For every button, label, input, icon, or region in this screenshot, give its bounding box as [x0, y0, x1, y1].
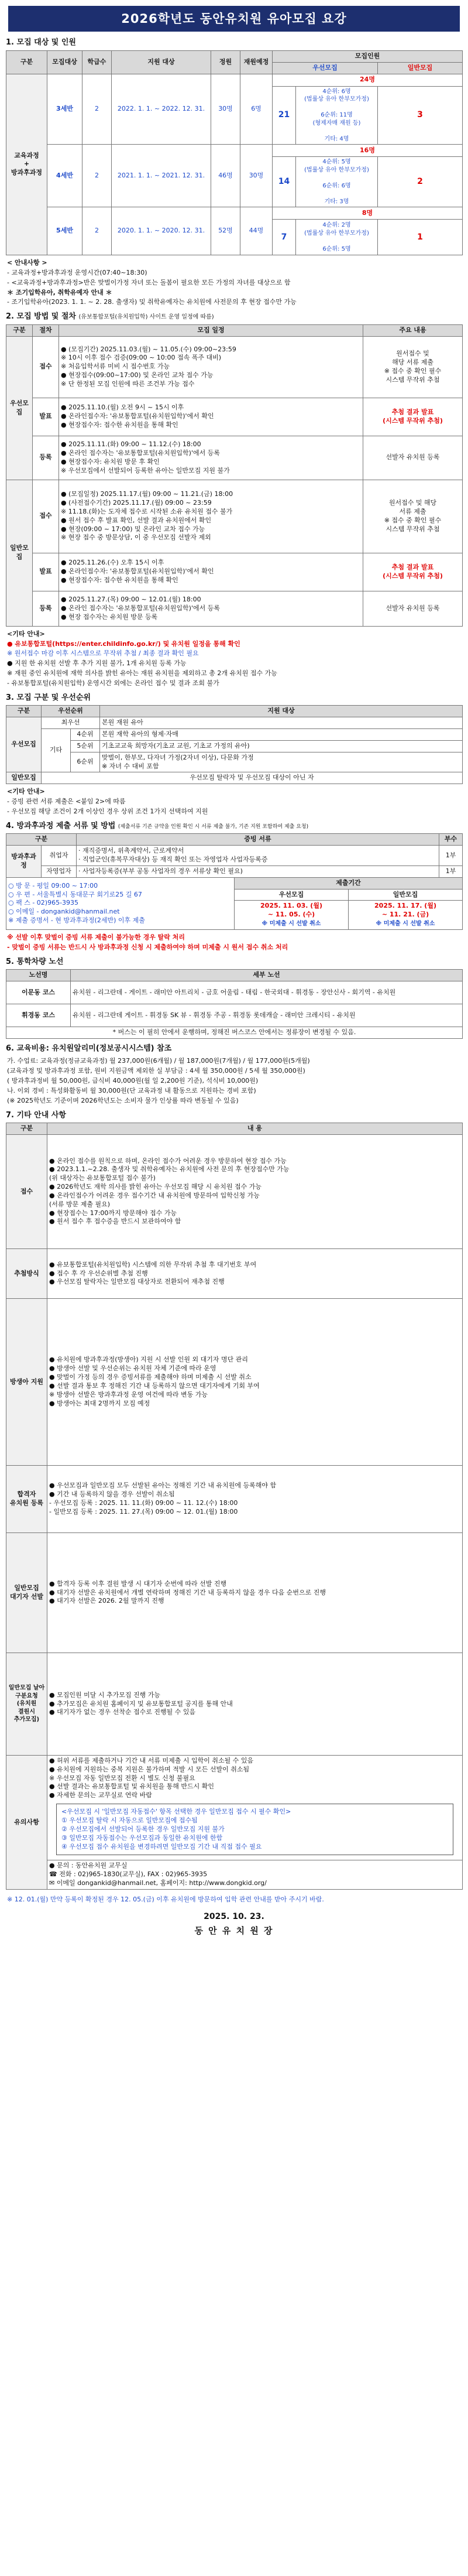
fee-line: 가. 수업료: 교육과정(정규교육과정) 월 237,000원(6개월) / 월 187,000원(7개월) / 월 177,000원(5개월): [7, 1057, 310, 1065]
note-line: ※ 원서접수 마감 이후 시스템으로 무작위 추첨 / 최종 결과 확인 필요: [7, 649, 199, 658]
cell-priority-detail: 4순위: 5명 (법률상 유아 한부모가정) 6순위: 6명 기타: 3명: [296, 157, 378, 207]
priority-label: 우선모집: [6, 336, 33, 480]
cell-classes: 2: [82, 207, 112, 255]
table-row: [6, 752, 463, 772]
th-category: 구분: [6, 834, 77, 846]
info-text: ● 합격자 등록 이후 결원 발생 시 대기자 순번에 따라 선발 진행 ● 대기자 선발은 유치원에서 개별 연락하며 정해진 기간 내 등록하지 않을 경우 다음 순번으로 진행 ● 대기자 선발은 2026. 2월 말까지 진행: [47, 1532, 463, 1653]
section-5-heading: 5. 통학차량 노선: [6, 957, 64, 966]
th-general: 일반모집: [378, 62, 463, 74]
info-label: 접수: [6, 1134, 47, 1248]
section-2-notes: [7, 630, 461, 688]
page-title: 2026학년도 동안유치원 유아모집 요강: [121, 12, 347, 26]
th-target: 지원 대상: [100, 706, 463, 717]
cell-capacity: 46명: [211, 145, 240, 207]
info-label: 일반모집 날아 구분요청 (유치원 결원시 추가모집): [6, 1653, 47, 1755]
cell-returning: 44명: [240, 207, 273, 255]
table-row: [6, 1860, 463, 1890]
step-label: 발표: [33, 553, 59, 591]
step-label: 등록: [33, 436, 59, 480]
table-row: [6, 1653, 463, 1755]
step-content: 추첨 결과 발표 (시스템 무작위 추첨): [363, 398, 463, 436]
section-4-note: (제출서류 기존 규약을 인원 확인 시 서류 제출 불가, 기존 지원 포함하여 제출 요청): [118, 823, 309, 830]
table-row: [6, 1532, 463, 1653]
note-line: ＊ 조기입학유아, 취학유예자 안내 ＊: [7, 288, 112, 296]
cell-range: 2021. 1. 1. ~ 2021. 12. 31.: [112, 145, 211, 207]
period-general-dates: 2025. 11. 17. (월) ~ 11. 21. (금): [374, 902, 436, 919]
table-row: [6, 1004, 463, 1027]
table-row: [6, 728, 463, 740]
route-detail: 유치원 - 리그란데 게이트 - 휘경동 SK 뷰 - 휘경동 주공 - 휘경동 롯데캐슬 - 래미안 크레시티 - 유치원: [71, 1004, 463, 1027]
documents-table: [6, 833, 463, 877]
note-line: - 교육과정+방과후과정 운영시간(07:40~18:30): [7, 268, 147, 276]
cell-desc: 맞벌이, 한부모, 다자녀 가정(2자녀 이상), 다문화 가정 ※ 자녀 수 대비 포함: [100, 752, 463, 772]
general-label: 일반모집: [6, 480, 33, 626]
table-row: [6, 1298, 463, 1465]
table-row: [6, 772, 463, 784]
table-row: [6, 207, 463, 220]
section-1-notes: [7, 259, 461, 307]
cell-general-count: 2: [378, 157, 463, 207]
route-note: * 버스는 이 필히 안에서 운행하며, 정해진 버스코스 안에서는 정류장이 변경될 수 있음.: [6, 1027, 463, 1038]
info-label: 합격자 유치원 등록: [6, 1465, 47, 1532]
note-line: - <교육과정+방과후과정>반은 맞벌이가정 자녀 또는 돌봄이 필요한 모든 가정의 자녀를 대상으로 함: [7, 278, 291, 286]
section-2-note: (유보통합포털(유치원입학) 사이트 운영 일정에 따름): [78, 314, 214, 321]
th-classes: 학급수: [82, 50, 112, 74]
th-content: 주요 내용: [363, 324, 463, 336]
cell-returning: 30명: [240, 145, 273, 207]
cell-subrank: 6순위: [71, 752, 100, 772]
cell-target: 3세반: [47, 74, 82, 145]
section-6-heading: 6. 교육비용: 유치원알리미(정보공시시스템) 참조: [6, 1044, 172, 1053]
fee-line: 나. 이외 경비 : 특성화활동비 월 30,000원(단 교육과정 내 활동으로 지원하는 경비 포함): [7, 1086, 256, 1094]
note-line: - 증빙 관련 서류 제출은 <붙임 2>에 따름: [7, 798, 126, 806]
cell-classes: 2: [82, 74, 112, 145]
cell-priority-count: 21: [273, 86, 296, 145]
group-label: 교육과정 + 방과후과정: [6, 74, 47, 255]
section-2-title: 2. 모집 방법 및 절차: [6, 312, 76, 321]
th-priority: 우선모집: [273, 62, 378, 74]
period-priority-note: ※ 미제출 시 선발 취소: [261, 921, 321, 928]
step-content: 선발자 유치원 등록: [363, 436, 463, 480]
cell-subrank: 4순위: [71, 728, 100, 740]
notes-title: <기타 안내>: [7, 630, 45, 638]
table-row: [6, 981, 463, 1004]
cell-range: 2022. 1. 1. ~ 2022. 12. 31.: [112, 74, 211, 145]
table-row: [6, 436, 463, 480]
step-content: 선발자 유치원 등록: [363, 591, 463, 626]
cell-classes: 2: [82, 145, 112, 207]
table-row: [6, 865, 463, 877]
th-route: 노선명: [6, 970, 71, 981]
cell-priority-detail: 4순위: 6명 (법률상 유아 한부모가정) 6순위: 11명 (형제자매 재원 등) 기타: 4명: [296, 86, 378, 145]
issuer: 동 안 유 치 원 장: [194, 1925, 274, 1936]
info-label: 방생아 지원: [6, 1298, 47, 1465]
cell-returning: 6명: [240, 74, 273, 145]
cell-target: 4세반: [47, 145, 82, 207]
step-text: ● 2025.11.10.(월) 오전 9시 ~ 15시 이후 ● 온라인접수자: '유보통합포털(유치원입학)'에서 확인 ● 현장접수자: 접수한 유치원을 통해 확인: [59, 398, 363, 436]
cell-total: 8명: [273, 207, 463, 220]
note-line: - 유보통합포털(유치원입학) 운영시간 외에는 온라인 접수 및 결과 조회 불가: [7, 679, 219, 687]
cell-count: 1부: [439, 865, 463, 877]
period-priority-dates: 2025. 11. 03. (월) ~ 11. 05. (수): [260, 902, 322, 919]
info-text: ● 우선모집과 일반모집 모두 선발된 유아는 정해진 기간 내 유치원에 등록해야 함 ● 기간 내 등록하지 않을 경우 선발이 취소됨 - 우선모집 등록 : 2025. 11. 11.(화) 09:00 ~ 11. 12.(수) 18:00 - 일반모집 등록 : 2025. 11. 27.(목) 09:00 ~ 12. 01.(월) 18:00: [47, 1465, 463, 1532]
general-label: 일반모집: [6, 772, 42, 784]
cell-range: 2020. 1. 1. ~ 2020. 12. 31.: [112, 207, 211, 255]
route-name: 휘경동 코스: [6, 1004, 71, 1027]
bus-table: [6, 969, 463, 1039]
table-row: [6, 1248, 463, 1298]
table-row: [6, 398, 463, 436]
note-line: ● 유보통합포털(https://enter.childinfo.go.kr/) 및 유치원 일정을 통해 확인: [7, 639, 240, 648]
step-content: 원서접수 및 해당 서류 제출 ※ 접수 중 확인 필수 시스템 무작위 추첨: [363, 480, 463, 553]
table-row: [6, 1755, 463, 1860]
step-text: ● (모집기간) 2025.11.03.(월) ~ 11.05.(수) 09:00~23:59 ※ 10시 이후 접수 검증(09:00 ~ 10:00 접속 폭주 대비) ※ 처음입학서류 미비 시 접수번호 가능 ● 현장접수(09:00~17:00) 및 온라인 교차 접수 가능 ※ 단 한정된 모집 인원에 따른 조건부 가능 접수: [59, 336, 363, 398]
note-line: ● 지원 한 유치원 선발 후 추가 지원 불가, 1개 유치원 등록 가능: [7, 659, 187, 668]
step-label: 등록: [33, 591, 59, 626]
cell-general-count: 1: [378, 220, 463, 255]
th-range: 지원 대상: [112, 50, 211, 74]
cell-priority-count: 7: [273, 220, 296, 255]
th-step: 절차: [33, 324, 59, 336]
period-general-note: ※ 미제출 시 선발 취소: [376, 921, 435, 928]
th-detail: 세부 노선: [71, 970, 463, 981]
cell-subrank: 5순위: [71, 740, 100, 752]
info-label: 일반모집 대기자 선발: [6, 1532, 47, 1653]
period-priority-label: 우선모집: [235, 889, 349, 901]
section-3-notes: [7, 788, 461, 816]
th-count: 부수: [439, 834, 463, 846]
step-text: ● 2025.11.11.(화) 09:00 ~ 11.12.(수) 18:00 ● 온라인 접수자는 '유보통합포털(유치원입학)'에서 등록 ● 현장접수자: 유치원 방문 후 확인 ※ 우선모집에서 선발되어 등록한 유아는 일반모집 지원 불가: [59, 436, 363, 480]
route-name: 이문동 코스: [6, 981, 71, 1004]
group-label: 방과후과정: [6, 846, 42, 878]
table-row: [6, 1027, 463, 1038]
th-target: 모집대상: [47, 50, 82, 74]
cell-total: 16명: [273, 145, 463, 157]
section-1-heading: 1. 모집 대상 및 인원: [6, 38, 76, 47]
info-table: [6, 1123, 463, 1890]
table-row: [6, 1134, 463, 1248]
route-detail: 유치원 - 리그란데 - 게이트 - 래미안 아트리치 - 금호 어울림 - 태림 - 한국외대 - 휘경동 - 장안신사 - 회기역 - 유치원: [71, 981, 463, 1004]
issue-date: 2025. 10. 23.: [204, 1911, 264, 1921]
cell-priority-detail: 4순위: 2명 (법률상 유아 한부모가정) 6순위: 5명: [296, 220, 378, 255]
step-text: ● 2025.11.26.(수) 오후 15시 이후 ● 온라인접수자: '유보통합포털(유치원입학)'에서 확인 ● 현장접수자: 접수한 유치원을 통해 확인: [59, 553, 363, 591]
info-text: ● 모집인원 미달 시 추가모집 진행 가능 ● 추가모집은 유치원 홈페이지 및 유보통합포털 공지를 통해 안내 ● 대기자가 없는 경우 선착순 접수로 진행될 수 있음: [47, 1653, 463, 1755]
table-row: [6, 480, 463, 553]
contact-info: ● 문의 : 동안유치원 교무실 ☎ 전화 : 02)965-1830(교무실), FAX : 02)965-3935 ✉ 이메일 dongankid@hanmail.net, 홈페이지: http://www.dongkid.org/: [47, 1860, 463, 1890]
table-row: [6, 336, 463, 398]
note-line: - 맞벌이 증빙 서류는 반드시 사 방과후과정 신청 시 제출하여야 하며 미제출 시 원서 접수 취소 처리: [7, 943, 288, 951]
info-text: ● 온라인 접수를 원칙으로 하며, 온라인 접수가 어려운 경우 방문하여 현장 접수 가능 ● 2023.1.1.~2.28. 출생자 및 취학유예자는 유치원에 사전 문의 후 현장접수만 가능 (위 대상자는 유보통합포털 접수 불가) ● 2026학년도 재학 의사를 밝힌 유아는 우선모집 해당 시 유치원 접수 가능 ● 온라인접수가 어려운 경우 접수기간 내 유치원에 방문하여 입학신청 가능 (서류 방문 제출 필요) ● 현장접수는 17:00까지 방문해야 접수 가능 ● 원서 접수 후 접수증을 반드시 보관하여야 함: [47, 1134, 463, 1248]
fee-line: (※ 2025학년도 기준이며 2026학년도는 소비자 물가 인상률 따라 변동될 수 있음): [7, 1096, 239, 1104]
footnote: ※ 12. 01.(월) 만약 등록이 확정된 경우 12. 05.(금) 이후 유치원에 방문하여 입학 관련 안내를 받아 주시기 바람.: [7, 1895, 324, 1903]
th-period: 제출기간: [235, 877, 463, 889]
submission-table: [6, 877, 463, 930]
th-recruit: 모집인원: [273, 50, 463, 62]
note-line: ※ 재원 중인 유치원에 재학 의사를 밝힌 유아는 재원 유치원을 제외하고 총 2개 유치원 접수 가능: [7, 669, 277, 678]
priority-label: 우선모집: [6, 717, 42, 772]
table-row: [6, 740, 463, 752]
cell-rank: 기타: [42, 728, 71, 772]
table-row: [6, 846, 463, 866]
th-category: 구분: [6, 324, 33, 336]
info-label: 추첨방식: [6, 1248, 47, 1298]
table-row: [6, 145, 463, 157]
step-text: ● (모집일정) 2025.11.17.(월) 09:00 ~ 11.21.(금) 18:00 ● (사전접수기간) 2025.11.17.(월) 09:00 ~ 23:59 ※ 11.18.(화)는 도자체 접수로 시작된 소유 유치원 접수 불가 ● 원서 접수 후 발표 확인, 선발 결과 유치원에서 확인 ● 현장(09:00 ~ 17:00) 및 온라인 교차 접수 가능 ※ 현장 접수 중 방문상담, 이 중 우선모집 선발자 제외: [59, 480, 363, 553]
fee-line: (교육과정 및 방과후과정 포함, 원비 지원금액 제외한 실 부담금 : 4세 월 350,000원 / 5세 월 350,000원): [7, 1067, 305, 1075]
section-6-body: [7, 1057, 461, 1105]
info-label: 유의사항: [6, 1755, 47, 1889]
th-returning: 재원예정: [240, 50, 273, 74]
auto-apply-box: <우선모집 시 '일반모집 자동접수' 항목 선택한 경우 일반모집 접수 시 필수 확인> ① 우선모집 탈락 시 자동으로 일반모집에 접수됨 ② 우선모집에서 선발되어 등록한 경우 일반모집 지원 불가 ③ 일반모집 자동접수는 우선모집과 동일한 유치원에 한함 ④ 우선모집 접수 유치원을 변경하려면 일반모집 기간 내 직접 접수 필요: [56, 1804, 453, 1855]
step-label: 접수: [33, 336, 59, 398]
section-7-heading: 7. 기타 안내 사항: [6, 1110, 66, 1120]
cell-capacity: 52명: [211, 207, 240, 255]
notes-title: <기타 안내>: [7, 788, 45, 796]
cell-desc: · 재직증명서, 위촉계약서, 근로계약서 · 직업군인(휴복무자대상) 등 재직 확인 또는 자영업자 사업자등록증: [77, 846, 439, 866]
step-label: 발표: [33, 398, 59, 436]
step-label: 접수: [33, 480, 59, 553]
cell-desc: 기초교교육 희망자(기초교 교원, 기초교 가정의 유아): [100, 740, 463, 752]
th-content: 내 용: [47, 1123, 463, 1135]
cell-priority-count: 14: [273, 157, 296, 207]
cell-rank: 최우선: [42, 717, 100, 729]
cell-type: 자영업자: [42, 865, 77, 877]
cell-desc: 우선모집 탈락자 및 우선모집 대상이 아닌 자: [42, 772, 463, 784]
priority-table: [6, 705, 463, 784]
cell-type: 취업자: [42, 846, 77, 866]
th-documents: 증빙 서류: [77, 834, 439, 846]
th-rank: 우선순위: [42, 706, 100, 717]
info-text: ● 유보통합포털(유치원입학) 시스템에 의한 무작위 추첨 후 대기번호 부여 ● 접수 후 각 우선순위별 추첨 진행 ● 우선모집 탈락자는 일반모집 대상자로 전환되어 재추첨 진행: [47, 1248, 463, 1298]
th-category: 구분: [6, 50, 47, 74]
cell-target: 5세반: [47, 207, 82, 255]
period-priority: [235, 901, 349, 930]
cell-capacity: 30명: [211, 74, 240, 145]
recruit-table: [6, 50, 463, 255]
cell-general-count: 3: [378, 86, 463, 145]
cell-desc: · 사업자등록증(부부 공동 사업자의 경우 서류상 확인 필요): [77, 865, 439, 877]
step-content: 원서접수 및 해당 서류 제출 ※ 접수 중 확인 필수 시스템 무작위 추첨: [363, 336, 463, 398]
period-general: [349, 901, 463, 930]
cell-total: 24명: [273, 74, 463, 86]
section-4-notes: [7, 933, 461, 952]
submission-methods: ○ 방 문 - 평일 09:00 ~ 17:00 ○ 우 편 - 서울특별시 동대문구 회기로25 길 67 ○ 팩 스 - 02)965-3935 ○ 이메일 - dongankid@hanmail.net ※ 제출 증명서 - 현 방과후과정(2세반) 이후 제출: [6, 877, 235, 929]
cell-desc: 본원 재학 유아의 형제·자매: [100, 728, 463, 740]
fee-line: ( 방과후과정비 월 50,000원, 급식비 40,000원(월 일 2,200원 기준), 석식비 10,000원): [7, 1077, 259, 1085]
table-row: [6, 74, 463, 86]
info-cell: [47, 1755, 463, 1860]
table-row: [6, 1465, 463, 1532]
table-row: [6, 717, 463, 729]
th-category: 구분: [6, 1123, 47, 1135]
section-4-title: 4. 방과후과정 제출 서류 및 방법: [6, 821, 116, 830]
note-line: - 우선모집 해당 조건이 2개 이상인 경우 상위 조건 1가지 선택하여 지원: [7, 807, 208, 815]
table-row: [6, 553, 463, 591]
step-text: ● 2025.11.27.(목) 09:00 ~ 12.01.(월) 18:00 ● 온라인 접수자는 '유보통합포털(유치원입학)'에서 등록 ● 현장 접수자는 유치원 방문 등록: [59, 591, 363, 626]
th-capacity: 정원: [211, 50, 240, 74]
section-3-heading: 3. 모집 구분 및 우선순위: [6, 693, 91, 702]
cell-count: 1부: [439, 846, 463, 866]
th-schedule: 모집 일정: [59, 324, 363, 336]
note-line: - 조기입학유아(2023. 1. 1. ~ 2. 28. 출생자) 및 취학유예자는 유치원에 사전문의 후 현장 접수만 가능: [7, 298, 297, 306]
th-category: 구분: [6, 706, 42, 717]
title-banner: [8, 6, 460, 32]
table-row: [6, 591, 463, 626]
period-general-label: 일반모집: [349, 889, 463, 901]
info-text: ● 허위 서류를 제출하거나 기간 내 서류 미제출 시 입학이 취소될 수 있음 ● 유치원에 지원하는 중복 지원은 불가하며 적발 시 모든 선발이 취소됨 ※ 우선모집 자동 일반모집 전환 시 별도 신청 불필요 ● 선발 결과는 유보통합포털 및 유치원을 통해 반드시 확인 ● 자세한 문의는 교무실로 연락 바람: [49, 1756, 254, 1800]
step-content: 추첨 결과 발표 (시스템 무작위 추첨): [363, 553, 463, 591]
procedure-table: [6, 324, 463, 627]
section-4-heading: [6, 821, 462, 832]
info-text: ● 유치원에 방과후과정(방생아) 지원 시 선발 인원 외 대기자 명단 관리 ● 방생아 선발 및 우선순위는 유치원 자체 기준에 따라 운영 ● 맞벌이 가정 등의 경우 증빙서류를 제출해야 하며 미제출 시 선발 취소 ● 선발 결과 통보 후 정해진 기간 내 등록하지 않으면 대기자에게 기회 부여 ※ 방생아 선발은 방과후과정 운영 여건에 따라 변동 가능 ● 방생아는 최대 2명까지 모집 예정: [47, 1298, 463, 1465]
note-line: ※ 선발 이후 맞벌이 증빙 서류 제출이 불가능한 경우 탈락 처리: [7, 933, 185, 941]
cell-desc: 본원 재원 유아: [100, 717, 463, 729]
notes-title: < 안내사항 >: [7, 259, 47, 267]
section-2-heading: [6, 312, 462, 322]
